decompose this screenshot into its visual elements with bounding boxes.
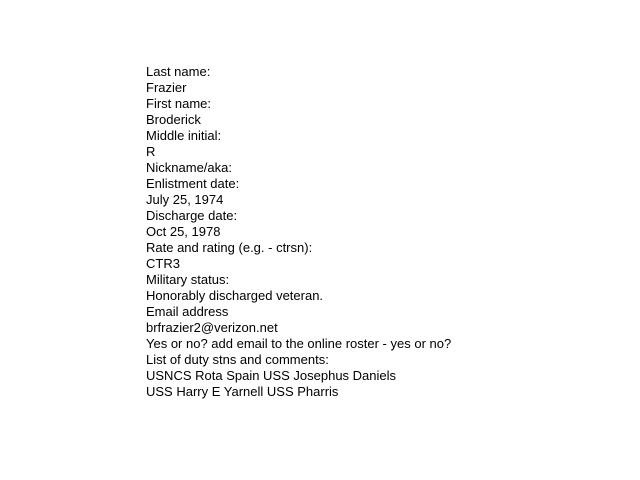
text-line: Nickname/aka: [146, 160, 232, 175]
text-line: USNCS Rota Spain USS Josephus Daniels [146, 368, 397, 383]
text-line: USS Harry E Yarnell USS Pharris [146, 384, 339, 399]
roster-text-block [146, 64, 451, 400]
text-line: Middle initial: [146, 128, 222, 143]
text-line: First name: [146, 96, 212, 111]
text-line: Frazier [146, 80, 187, 95]
text-line: Last name: [146, 64, 211, 79]
text-line: List of duty stns and comments: [146, 352, 329, 367]
text-line: July 25, 1974 [146, 192, 224, 207]
text-line: Honorably discharged veteran. [146, 288, 324, 303]
text-line: Email address [146, 304, 229, 319]
text-line: brfrazier2@verizon.net [146, 320, 278, 335]
text-line: R [146, 144, 156, 159]
text-line: Military status: [146, 272, 230, 287]
text-line: Oct 25, 1978 [146, 224, 221, 239]
text-line: Enlistment date: [146, 176, 240, 191]
text-line: Yes or no? add email to the online roster - yes or no? [146, 336, 452, 351]
text-line: Rate and rating (e.g. - ctrsn): [146, 240, 313, 255]
text-line: CTR3 [146, 256, 180, 271]
text-line: Broderick [146, 112, 201, 127]
text-line: Discharge date: [146, 208, 238, 223]
